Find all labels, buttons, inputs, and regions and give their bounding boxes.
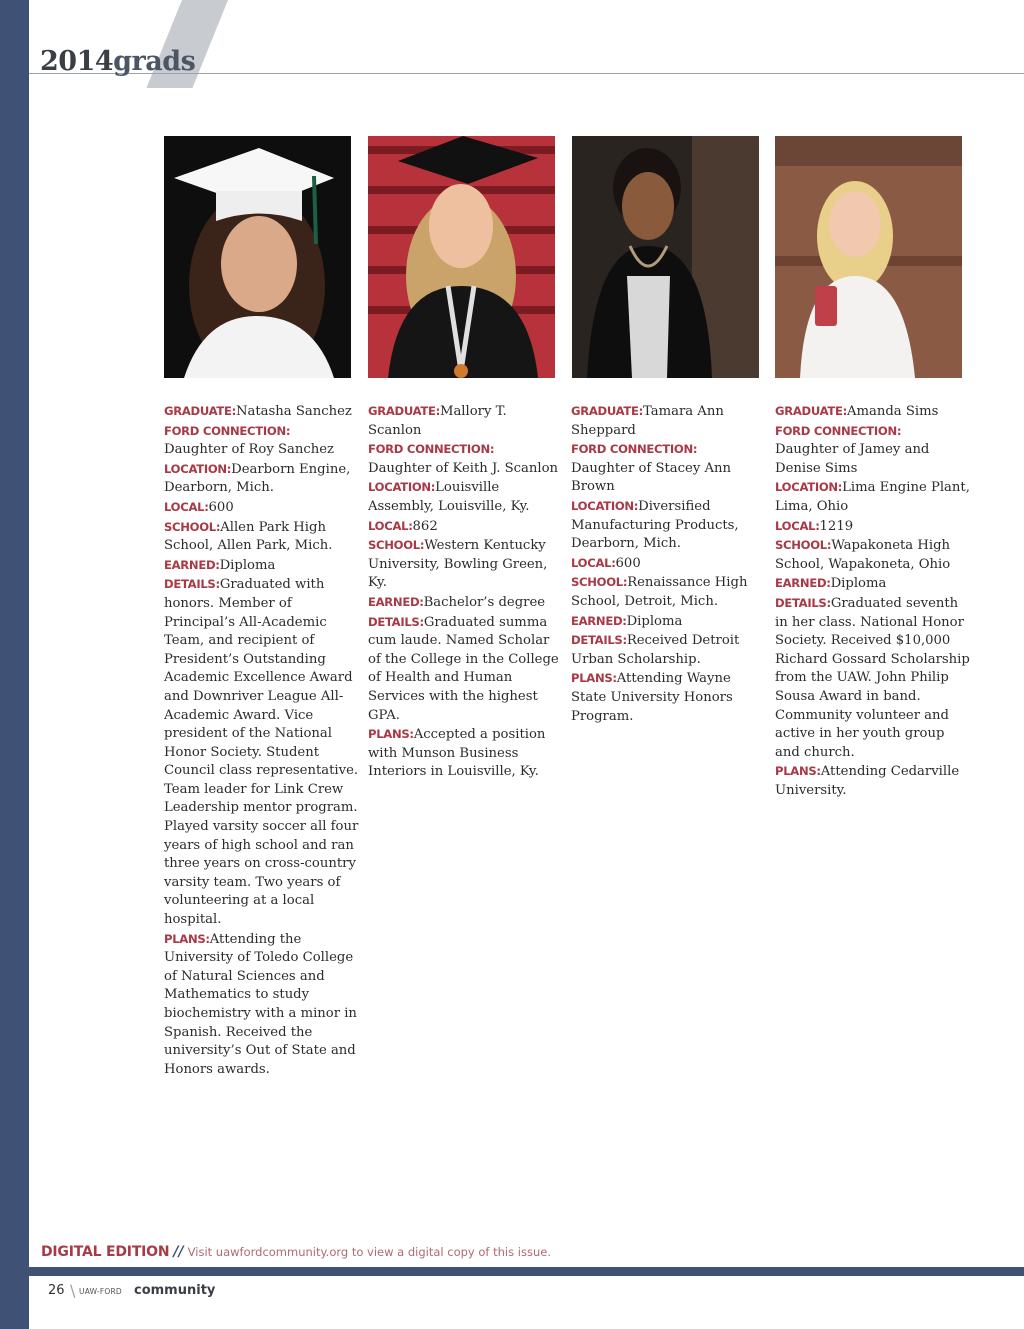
field-graduate <box>368 402 563 440</box>
field-value: Received Detroit Urban Scholarship. <box>571 633 740 667</box>
digital-edition-link[interactable]: Visit uawfordcommunity.org to view a digital copy of this issue. <box>187 1245 551 1259</box>
field-school <box>368 536 563 593</box>
field-school <box>164 518 359 556</box>
field-plans <box>368 725 563 782</box>
graduate-column-1 <box>164 402 359 1079</box>
field-ford-connection <box>368 440 563 478</box>
field-value: Wapakoneta High School, Wapakoneta, Ohio <box>775 538 951 572</box>
field-value: Diploma <box>626 613 683 629</box>
field-label: GRADUATE: <box>775 404 847 418</box>
field-details <box>775 594 970 762</box>
field-label: SCHOOL: <box>164 519 221 534</box>
field-label: DETAILS: <box>368 614 424 629</box>
field-label: LOCAL: <box>571 555 616 570</box>
graduate-photo-2 <box>368 136 555 378</box>
field-plans <box>164 930 359 1080</box>
field-value: 600 <box>208 499 234 515</box>
field-label: LOCAL: <box>164 499 209 514</box>
field-local <box>164 498 359 518</box>
field-label: GRADUATE: <box>571 404 643 418</box>
field-value: Attending the University of Toledo College of Natural Sciences and Mathematics to study biochemistry with a minor in Spanish. Received the university’s Out of State and Honors awards. <box>164 931 357 1077</box>
field-value: Graduated summa cum laude. Named Scholar of the College in the College of Health and Human Services with the highest GPA. <box>368 614 559 723</box>
field-value: Dearborn Engine, Dearborn, Mich. <box>164 461 351 496</box>
section-title <box>40 46 195 77</box>
field-value: Attending Wayne State University Honors Program. <box>571 671 733 724</box>
publication-prefix: UAW-FORD <box>79 1287 122 1296</box>
field-value: Renaissance High School, Detroit, Mich. <box>571 575 748 609</box>
field-plans <box>571 669 766 726</box>
field-label: SCHOOL: <box>775 538 832 553</box>
field-value: Diploma <box>830 576 887 592</box>
graduate-column-3 <box>571 402 766 726</box>
field-value: Western Kentucky University, Bowling Green, Ky. <box>368 538 548 591</box>
footer-band <box>29 1267 1024 1276</box>
field-label: FORD CONNECTION: <box>368 442 495 457</box>
field-label: EARNED: <box>164 557 220 572</box>
field-local <box>775 517 970 537</box>
graduate-photo-3 <box>572 136 759 378</box>
field-location <box>775 478 970 516</box>
field-value: Graduated seventh in her class. National Honor Society. Received $10,000 Richard Gossard Scholarship from the UAW. John Philip Sousa Award in band. Community volunteer and active in her youth group and church. <box>775 595 970 760</box>
field-local <box>571 554 766 574</box>
field-value: Daughter of Stacey Ann Brown <box>571 460 732 495</box>
field-label: EARNED: <box>368 594 424 609</box>
field-label: PLANS: <box>571 671 617 686</box>
field-school <box>775 536 970 574</box>
field-value: Lima Engine Plant, Lima, Ohio <box>775 480 970 514</box>
section-name: grads <box>113 46 196 77</box>
field-location <box>571 497 766 554</box>
field-label: PLANS: <box>164 931 210 946</box>
field-label: LOCATION: <box>775 480 843 495</box>
field-label: PLANS: <box>368 727 414 742</box>
field-details <box>368 613 563 726</box>
field-value: Daughter of Keith J. Scanlon <box>368 460 559 476</box>
field-label: EARNED: <box>775 576 831 591</box>
left-margin-bar <box>0 0 29 1329</box>
field-label: LOCAL: <box>775 518 820 533</box>
digital-edition-banner <box>41 1244 551 1260</box>
field-plans <box>775 762 970 800</box>
graduate-photo-4 <box>775 136 962 378</box>
graduate-photo-1 <box>164 136 351 378</box>
field-earned <box>775 574 970 594</box>
field-value: Daughter of Jamey and Denise Sims <box>775 442 930 476</box>
field-value: 1219 <box>819 518 854 534</box>
field-value: Mallory T. Scanlon <box>368 404 507 438</box>
field-graduate <box>164 402 359 422</box>
digital-edition-label: DIGITAL EDITION <box>41 1244 170 1260</box>
field-value: Amanda Sims <box>846 404 939 419</box>
field-school <box>571 573 766 611</box>
field-label: DETAILS: <box>775 595 831 610</box>
field-earned <box>368 593 563 613</box>
field-graduate <box>775 402 970 422</box>
field-label: EARNED: <box>571 613 627 628</box>
field-details <box>571 631 766 669</box>
field-value: 862 <box>412 518 438 534</box>
field-value: Graduated with honors. Member of Principal’s All-Academic Team, and recipient of President’s Outstanding Academic Excellence Award and Downriver League All-Academic Award. Vice president of the National Honor Society. Student Council class representative. Team leader for Link Crew Leadership mentor program. Played varsity soccer all four years of high school and ran three years on cross-country varsity team. Two years of volunteering at a local hospital. <box>164 577 359 928</box>
graduate-column-2 <box>368 402 563 782</box>
field-value: Attending Cedarville University. <box>775 764 960 798</box>
field-value: Accepted a position with Munson Business Interiors in Louisville, Ky. <box>368 727 546 780</box>
field-label: PLANS: <box>775 764 821 779</box>
field-graduate <box>571 402 766 440</box>
field-details <box>164 575 359 929</box>
field-label: SCHOOL: <box>571 575 628 590</box>
field-value: Allen Park High School, Allen Park, Mich. <box>164 519 333 554</box>
field-label: LOCAL: <box>368 518 413 533</box>
field-location <box>164 460 359 498</box>
field-ford-connection <box>775 422 970 479</box>
field-value: Tamara Ann Sheppard <box>571 404 724 438</box>
field-value: Diversified Manufacturing Products, Dearborn, Mich. <box>571 498 739 552</box>
field-label: FORD CONNECTION: <box>164 423 291 438</box>
field-value: Daughter of Roy Sanchez <box>164 442 335 458</box>
field-label: LOCATION: <box>368 480 436 495</box>
field-label: FORD CONNECTION: <box>571 442 698 457</box>
field-label: SCHOOL: <box>368 538 425 553</box>
field-ford-connection <box>571 440 766 497</box>
field-label: DETAILS: <box>164 577 220 592</box>
field-label: LOCATION: <box>571 498 639 513</box>
field-earned <box>164 556 359 576</box>
field-value: Diploma <box>219 557 276 573</box>
field-label: DETAILS: <box>571 633 627 648</box>
section-year: 2014 <box>40 46 114 77</box>
field-label: GRADUATE: <box>164 404 236 418</box>
field-ford-connection <box>164 422 359 460</box>
field-label: GRADUATE: <box>368 404 440 418</box>
field-label: LOCATION: <box>164 461 232 476</box>
field-value: Natasha Sanchez <box>235 404 352 419</box>
field-label: FORD CONNECTION: <box>775 423 902 438</box>
field-local <box>368 517 563 537</box>
field-location <box>368 478 563 516</box>
field-value: 600 <box>615 555 641 571</box>
field-earned <box>571 612 766 632</box>
graduate-column-4 <box>775 402 970 800</box>
field-value: Louisville Assembly, Louisville, Ky. <box>368 480 530 514</box>
page-number: 26 <box>48 1283 65 1298</box>
digital-edition-separator: // <box>173 1244 184 1260</box>
field-value: Bachelor’s degree <box>423 594 546 610</box>
publication-slash-icon: \ <box>70 1281 76 1300</box>
publication-name: community <box>134 1283 216 1298</box>
